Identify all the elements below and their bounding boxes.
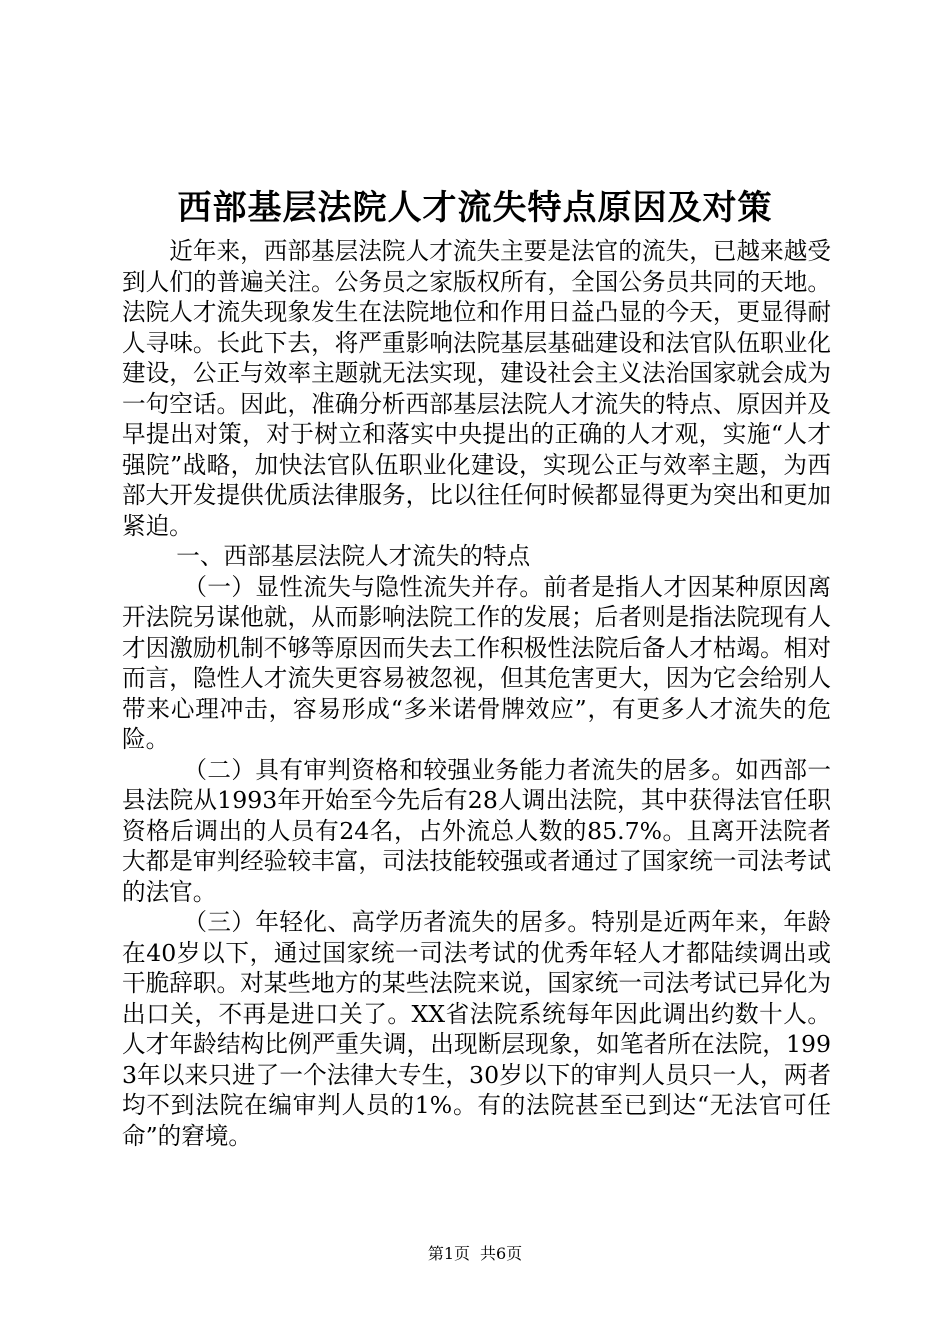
document-title: 西部基层法院人才流失特点原因及对策 [177, 188, 773, 228]
page-total: 共6页 [480, 1244, 523, 1263]
point-one-paragraph: （一）显性流失与隐性流失并存。前者是指人才因某种原因离开法院另谋他就，从而影响法院工作的发展；后者则是指法院现有人才因激励机制不够等原因而失去工作积极性法院后备人才枯竭。相对而言，隐性人才流失更容易被忽视，但其危害更大，因为它会给别人带来心理冲击，容易形成“多米诺骨牌效应”，有更多人才流失的危险。 [122, 572, 831, 753]
page-number: 第1页 [427, 1244, 470, 1263]
page-footer [0, 1244, 950, 1264]
section-heading: 一、西部基层法院人才流失的特点 [176, 542, 531, 570]
document-body [122, 236, 831, 1151]
point-three-paragraph: （三）年轻化、高学历者流失的居多。特别是近两年来，年龄在40岁以下，通过国家统一司法考试的优秀年轻人才都陆续调出或干脆辞职。对某些地方的某些法院来说，国家统一司法考试已异化为出口关，不再是进口关了。XX省法院系统每年因此调出约数十人。人才年龄结构比例严重失调，出现断层现象，如笔者所在法院，1993年以来只进了一个法律大专生，30岁以下的审判人员只一人，两者均不到法院在编审判人员的1%。有的法院甚至已到达“无法官可任命”的窘境。 [122, 908, 831, 1150]
intro-paragraph: 近年来，西部基层法院人才流失主要是法官的流失，已越来越受到人们的普遍关注。公务员之家版权所有，全国公务员共同的天地。法院人才流失现象发生在法院地位和作用日益凸显的今天，更显得耐人寻味。长此下去，将严重影响法院基层基础建设和法官队伍职业化建设，公正与效率主题就无法实现，建设社会主义法治国家就会成为一句空话。因此，准确分析西部基层法院人才流失的特点、原因并及早提出对策，对于树立和落实中央提出的正确的人才观，实施“人才强院”战略，加快法官队伍职业化建设，实现公正与效率主题，为西部大开发提供优质法律服务，比以往任何时候都显得更为突出和更加紧迫。 [122, 237, 831, 540]
point-two-paragraph: （二）具有审判资格和较强业务能力者流失的居多。如西部一县法院从1993年开始至今先后有28人调出法院，其中获得法官任职资格后调出的人员有24名，占外流总人数的85.7%。且离开法院者大都是审判经验较丰富，司法技能较强或者通过了国家统一司法考试的法官。 [122, 755, 831, 906]
